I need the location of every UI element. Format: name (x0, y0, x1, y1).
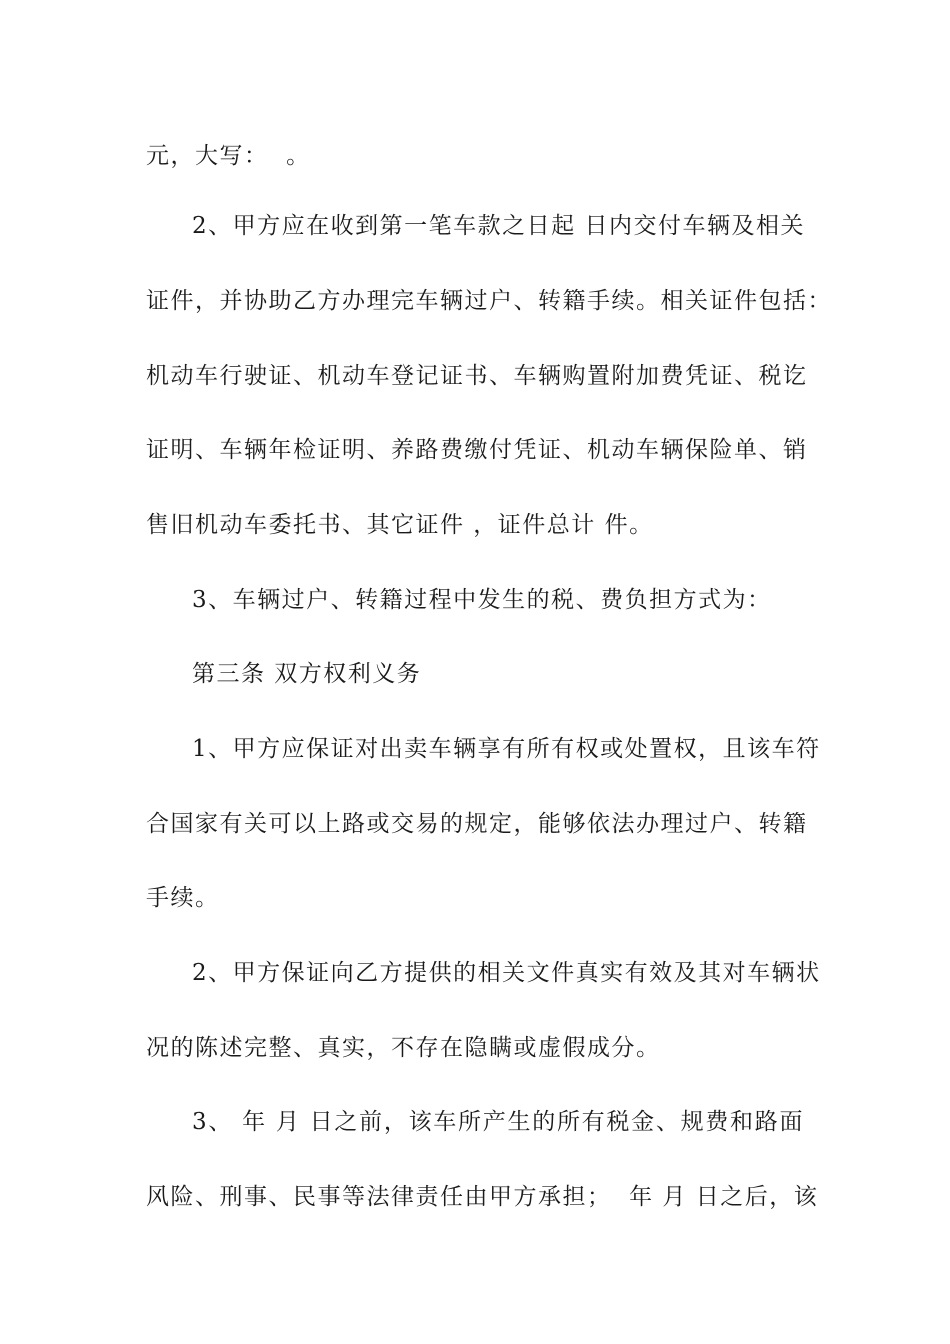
text-line: 售旧机动车委托书、其它证件 ，证件总计 件。 (146, 512, 654, 538)
text-line: 2、甲方保证向乙方提供的相关文件真实有效及其对车辆状 (192, 960, 821, 986)
text-line: 2、甲方应在收到第一笔车款之日起 日内交付车辆及相关 (192, 213, 805, 239)
text-line: 况的陈述完整、真实，不存在隐瞒或虚假成分。 (146, 1035, 661, 1061)
text-line: 3、车辆过户、转籍过程中发生的税、费负担方式为： (192, 587, 772, 613)
section-heading: 第三条 双方权利义务 (192, 661, 422, 687)
text-line: 1、甲方应保证对出卖车辆享有所有权或处置权，且该车符 (192, 736, 821, 762)
text-line: 3、 年 月 日之前，该车所产生的所有税金、规费和路面 (192, 1109, 804, 1135)
text-line: 证明、车辆年检证明、养路费缴付凭证、机动车辆保险单、销 (146, 437, 808, 463)
text-line: 证件，并协助乙方办理完车辆过户、转籍手续。相关证件包括： (146, 288, 832, 314)
text-line: 机动车行驶证、机动车登记证书、车辆购置附加费凭证、税讫 (146, 363, 808, 389)
text-line: 手续。 (146, 885, 220, 911)
text-line: 元，大写： 。 (146, 143, 311, 169)
text-line: 合国家有关可以上路或交易的规定，能够依法办理过户、转籍 (146, 811, 808, 837)
text-line: 风险、刑事、民事等法律责任由甲方承担； 年 月 日之后，该 (146, 1184, 819, 1210)
